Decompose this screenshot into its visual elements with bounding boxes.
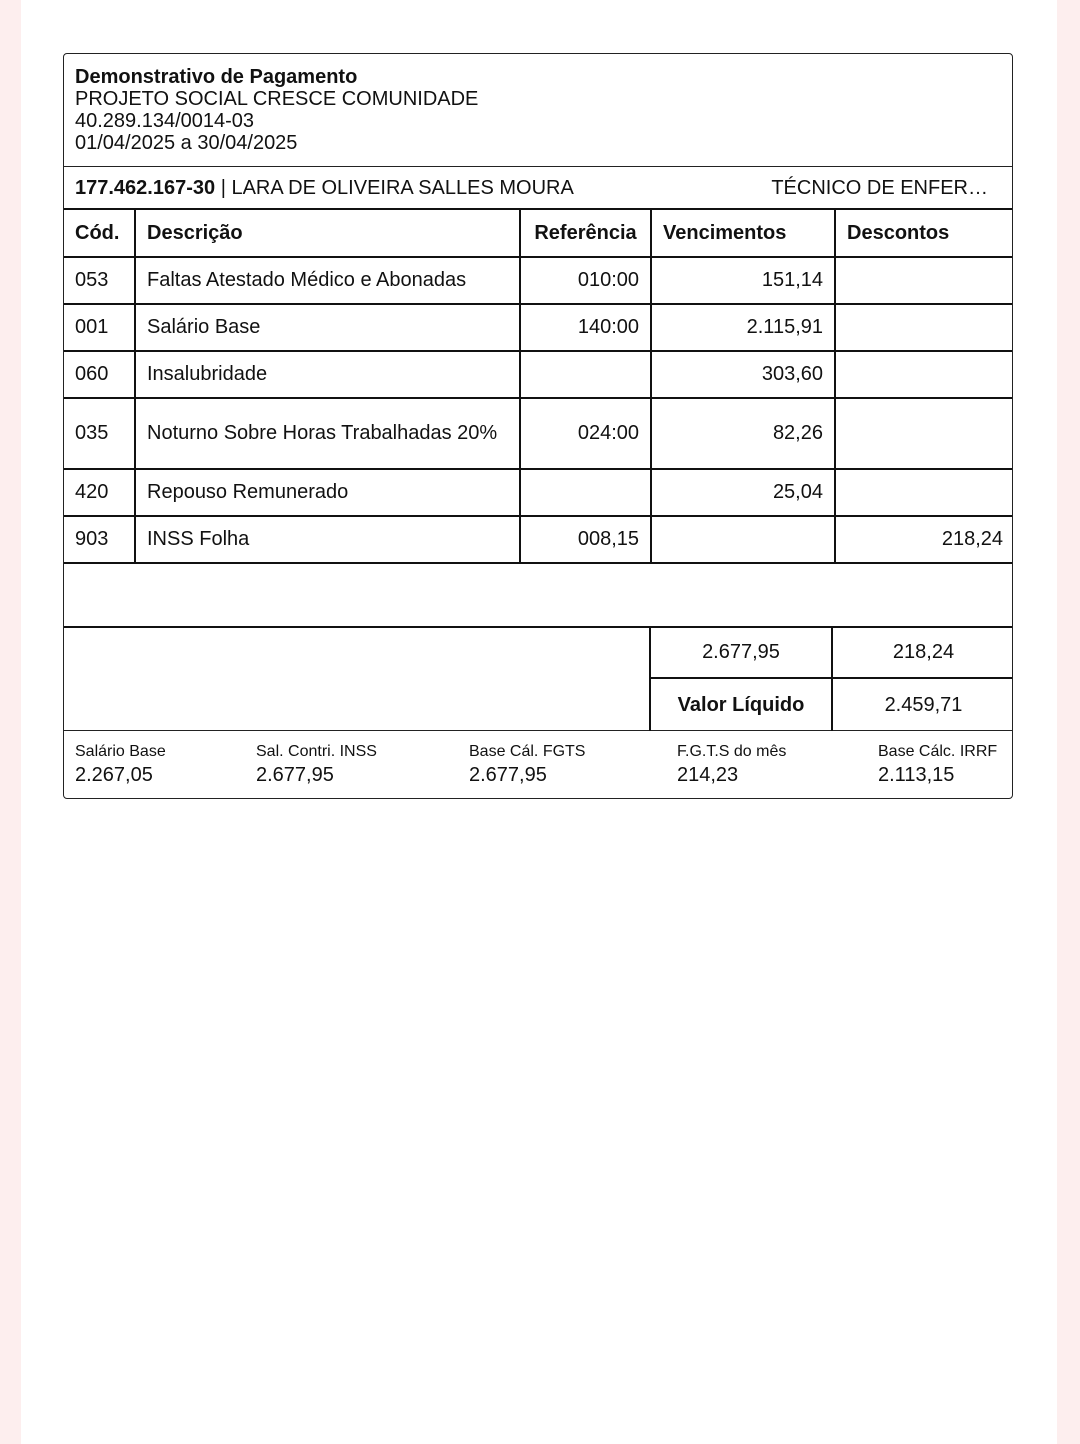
table-row (64, 398, 1013, 469)
cell-descontos (835, 257, 1013, 304)
net-value: 2.459,71 (884, 693, 963, 716)
footer-item-salario-base (75, 742, 166, 788)
col-header-vencimentos: Vencimentos (651, 210, 835, 257)
footer-item-base-irrf (878, 742, 997, 788)
employee-name: LARA DE OLIVEIRA SALLES MOURA (231, 177, 574, 199)
col-header-cod: Cód. (64, 210, 135, 257)
table-row (64, 516, 1013, 563)
table-row (64, 257, 1013, 304)
cell-cod: 035 (64, 398, 135, 469)
employee-id: 177.462.167-30 (75, 177, 216, 199)
cell-descontos (835, 304, 1013, 351)
cell-cod: 060 (64, 351, 135, 398)
company-name: PROJETO SOCIAL CRESCE COMUNIDADE (75, 88, 479, 110)
table-row (64, 304, 1013, 351)
employee-separator: | (215, 177, 232, 199)
document-title: Demonstrativo de Pagamento (75, 66, 358, 88)
employee-info (75, 177, 574, 200)
cell-vencimentos: 303,60 (651, 351, 835, 398)
cell-descontos (835, 398, 1013, 469)
cell-vencimentos: 151,14 (651, 257, 835, 304)
cell-vencimentos: 25,04 (651, 469, 835, 516)
footer-value: 2.113,15 (878, 764, 955, 786)
cell-vencimentos (651, 516, 835, 563)
footer-value: 2.677,95 (469, 764, 547, 786)
employee-bar (64, 167, 1012, 210)
net-value-label: Valor Líquido (649, 679, 833, 731)
table-row (64, 469, 1013, 516)
col-header-referencia: Referência (520, 210, 651, 257)
table-header-row (64, 210, 1013, 257)
cell-vencimentos: 2.115,91 (651, 304, 835, 351)
footer-label: Base Cálc. IRRF (878, 743, 998, 760)
cell-descontos (835, 469, 1013, 516)
company-cnpj: 40.289.134/0014-03 (75, 110, 255, 132)
footer-value: 214,23 (677, 764, 739, 786)
cell-descontos (835, 351, 1013, 398)
total-descontos: 218,24 (833, 628, 1013, 679)
footer-value: 2.267,05 (75, 764, 153, 786)
totals-section (64, 628, 1012, 731)
cell-referencia: 010:00 (520, 257, 651, 304)
total-vencimentos: 2.677,95 (649, 628, 833, 679)
blank-row (64, 563, 1013, 627)
summary-footer (64, 731, 1012, 799)
cell-vencimentos: 82,26 (651, 398, 835, 469)
footer-item-fgts-mes (677, 742, 786, 788)
cell-referencia: 008,15 (520, 516, 651, 563)
cell-referencia: 024:00 (520, 398, 651, 469)
footer-label: Salário Base (75, 743, 166, 760)
footer-value: 2.677,95 (256, 764, 334, 786)
cell-descricao: Faltas Atestado Médico e Abonadas (135, 257, 520, 304)
cell-descontos: 218,24 (835, 516, 1013, 563)
cell-referencia: 140:00 (520, 304, 651, 351)
footer-label: Base Cál. FGTS (469, 743, 586, 760)
earnings-table (64, 210, 1013, 628)
cell-referencia (520, 469, 651, 516)
footer-item-sal-contri-inss (256, 742, 377, 788)
cell-descricao: Insalubridade (135, 351, 520, 398)
col-header-descontos: Descontos (835, 210, 1013, 257)
cell-descricao: Salário Base (135, 304, 520, 351)
blank-cell (64, 563, 1013, 627)
payslip (63, 53, 1013, 799)
footer-item-base-fgts (469, 742, 585, 788)
col-header-descricao: Descrição (135, 210, 520, 257)
cell-descricao: Noturno Sobre Horas Trabalhadas 20% (135, 398, 520, 469)
page (21, 0, 1057, 1444)
cell-cod: 420 (64, 469, 135, 516)
pay-period: 01/04/2025 a 30/04/2025 (75, 132, 298, 154)
cell-cod: 903 (64, 516, 135, 563)
cell-descricao: INSS Folha (135, 516, 520, 563)
table-row (64, 351, 1013, 398)
cell-cod: 001 (64, 304, 135, 351)
cell-referencia (520, 351, 651, 398)
footer-label: Sal. Contri. INSS (256, 743, 377, 760)
cell-descricao: Repouso Remunerado (135, 469, 520, 516)
payslip-header (64, 54, 1012, 167)
employee-role: TÉCNICO DE ENFER… (771, 177, 988, 199)
cell-cod: 053 (64, 257, 135, 304)
footer-label: F.G.T.S do mês (677, 743, 787, 760)
